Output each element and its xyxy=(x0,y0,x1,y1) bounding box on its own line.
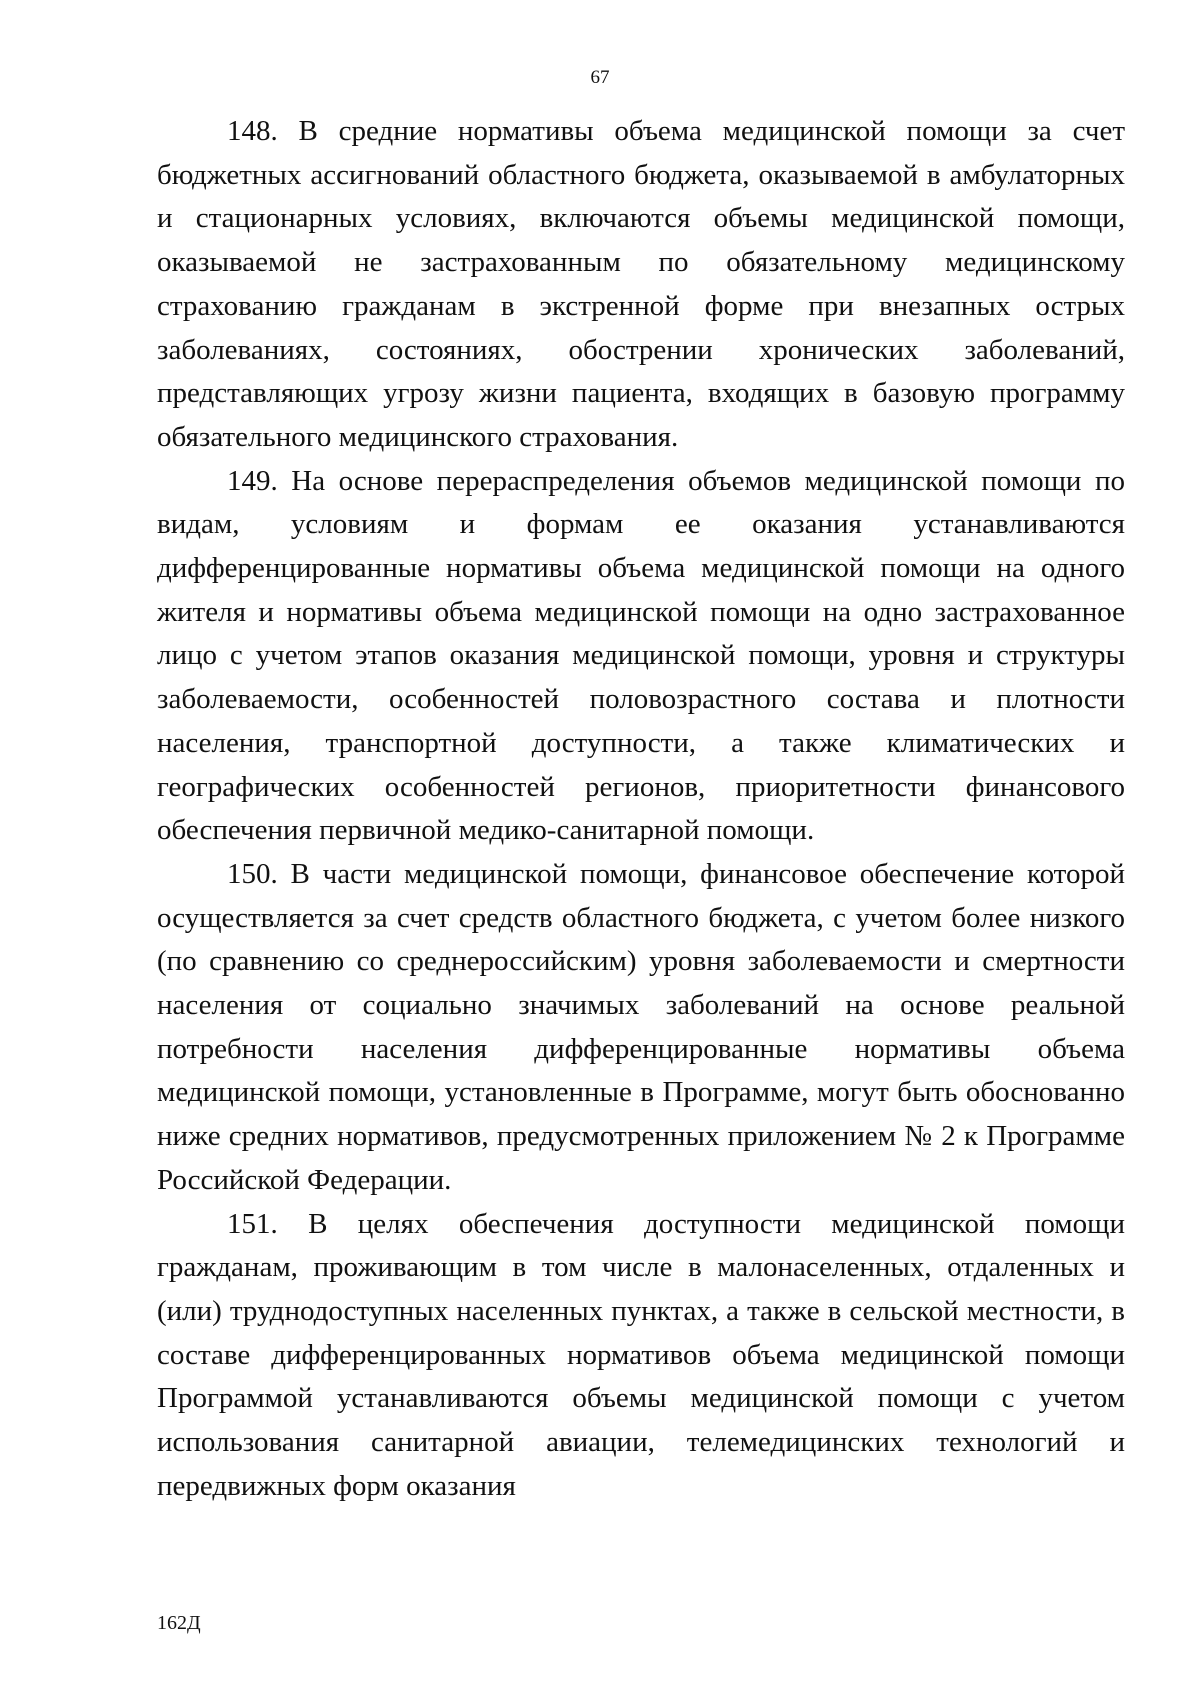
page-number: 67 xyxy=(590,67,610,88)
paragraph-149: 149. На основе перераспределения объемов медицинской помощи по видам, условиям и формам ее оказания устанавливаются дифференцированные нормативы объема медицинской помощи на одного жителя и нормативы объема медицинской помощи на одно застрахованное лицо с учетом этапов оказания медицинской помощи, уровня и структуры заболеваемости, особенностей половозрастного состава и плотности населения, транспортной доступности, а также климатических и географических особенностей регионов, приоритетности финансового обеспечения первичной медико-санитарной помощи. xyxy=(157,464,1125,847)
document-code: 162Д xyxy=(157,1612,201,1634)
paragraph-151: 151. В целях обеспечения доступности медицинской помощи гражданам, проживающим в том числе в малонаселенных, отдаленных и (или) труднодоступных населенных пунктах, а также в сельской местности, в составе дифференцированных нормативов объема медицинской помощи Программой устанавливаются объемы медицинской помощи с учетом использования санитарной авиации, телемедицинских технологий и передвижных форм оказания xyxy=(157,1207,1125,1502)
paragraph-148: 148. В средние нормативы объема медицинской помощи за счет бюджетных ассигнований областного бюджета, оказываемой в амбулаторных и стационарных условиях, включаются объемы медицинской помощи, оказываемой не застрахованным по обязательному медицинскому страхованию гражданам в экстренной форме при внезапных острых заболеваниях, состояниях, обострении хронических заболеваний, представляющих угрозу жизни пациента, входящих в базовую программу обязательного медицинского страхования. xyxy=(157,115,1125,453)
paragraph-150: 150. В части медицинской помощи, финансовое обеспечение которой осуществляется за счет средств областного бюджета, с учетом более низкого (по сравнению со среднероссийским) уровня заболеваемости и смертности населения от социально значимых заболеваний на основе реальной потребности населения дифференцированные нормативы объема медицинской помощи, установленные в Программе, могут быть обоснованно ниже средних нормативов, предусмотренных приложением № 2 к Программе Российской Федерации. xyxy=(157,857,1125,1196)
document-body xyxy=(157,110,1125,1509)
